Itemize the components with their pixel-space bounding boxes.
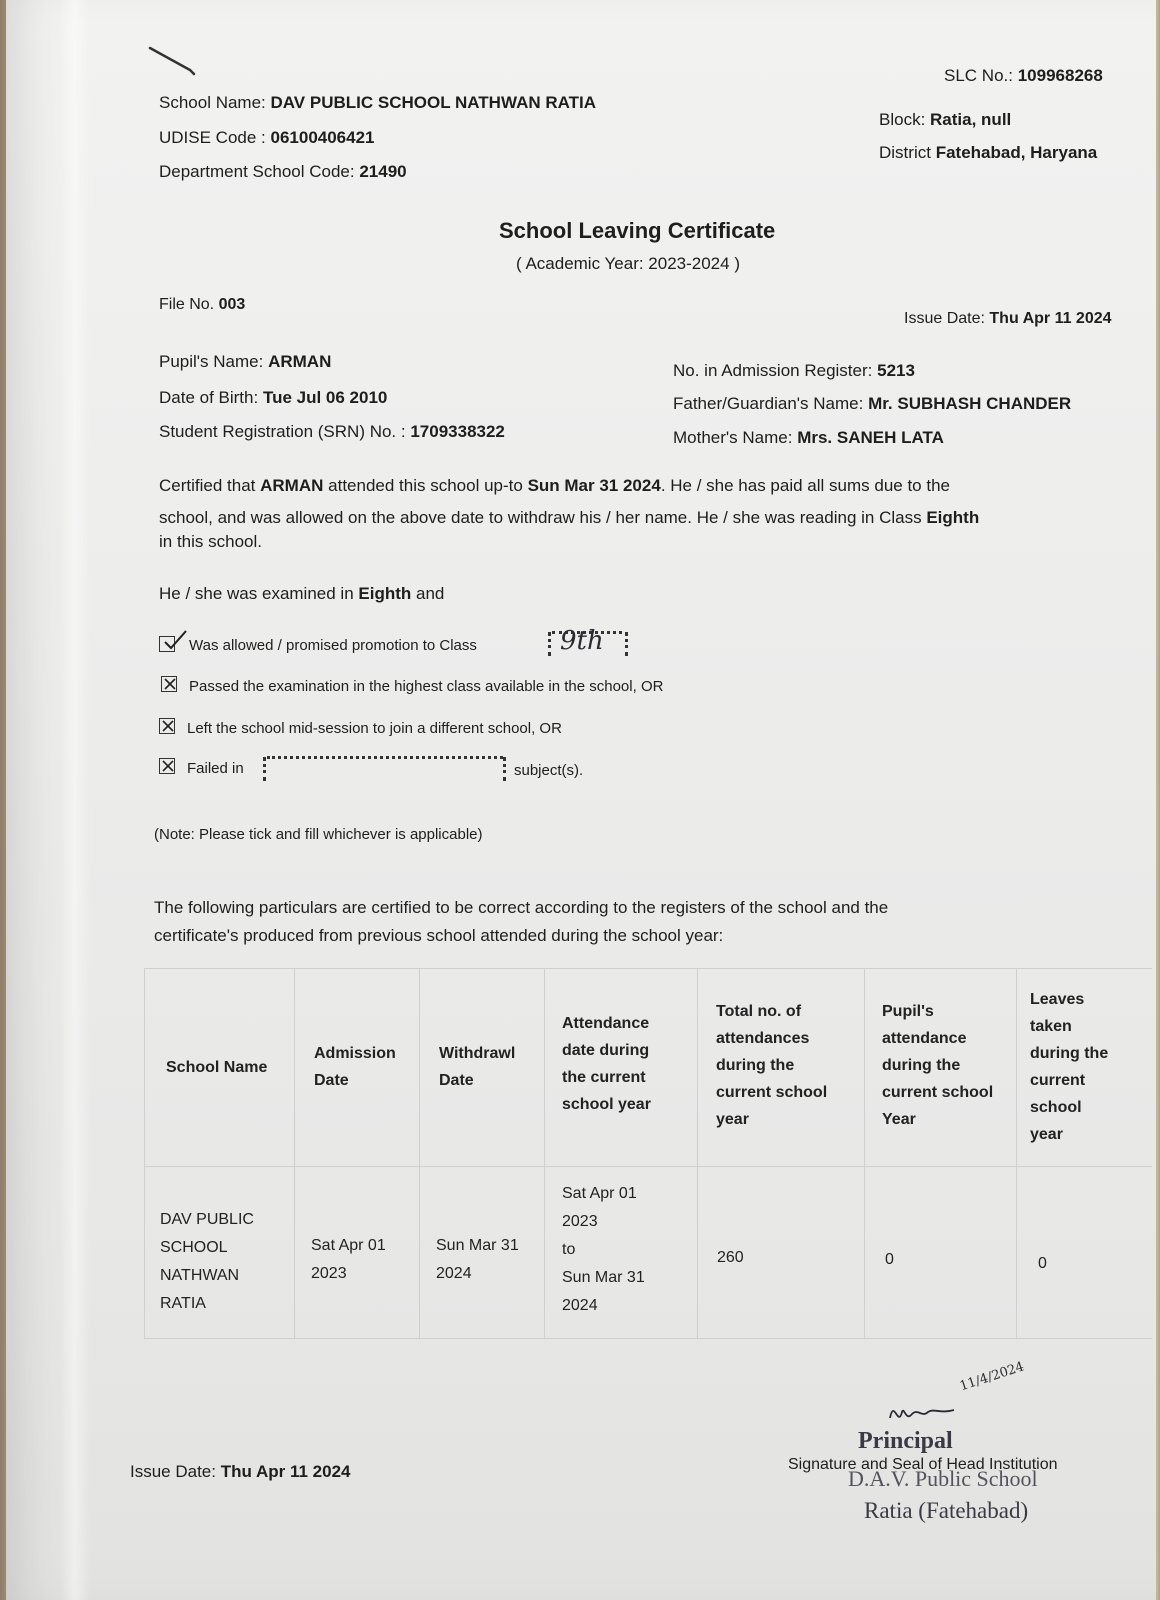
header-total-attendances: Total no. of attendances during the current school year [716, 1003, 828, 1128]
signature-scribble-icon [888, 1392, 958, 1432]
failed-subjects-field[interactable] [267, 756, 503, 759]
certificate-paper [6, 0, 1156, 1600]
failed-field-right [503, 757, 506, 781]
failed-label: Failed in [187, 760, 244, 777]
issue-date-top: Issue Date: Thu Apr 11 2024 [904, 310, 1112, 327]
left-label: Left the school mid-session to join a different school, OR [187, 720, 562, 737]
file-number: File No. 003 [159, 296, 246, 313]
handwritten-date: 11/4/2024 [958, 1359, 1027, 1395]
certificate-line-1: Certified that ARMAN attended this school up-to Sun Mar 31 2024. He / she has paid all sums due to the [159, 476, 950, 495]
promotion-label: Was allowed / promised promotion to Class [189, 637, 477, 654]
page-title: School Leaving Certificate [499, 218, 776, 243]
srn-number: Student Registration (SRN) No. : 1709338322 [159, 422, 505, 441]
cross-mark-icon [161, 719, 175, 733]
promotion-class-handwritten[interactable]: 9th [560, 626, 604, 656]
row-attendance-date: Sat Apr 01 2023 to Sun Mar 31 2024 [562, 1185, 645, 1314]
school-name: School Name: DAV PUBLIC SCHOOL NATHWAN RATIA [159, 93, 597, 112]
failed-field-left [263, 757, 266, 781]
row-admission-date: Sat Apr 01 2023 [311, 1237, 386, 1282]
stamp-school: D.A.V. Public School [848, 1466, 1038, 1491]
row-total-attendances: 260 [717, 1249, 744, 1266]
particulars-line-1: The following particulars are certified to be correct according to the registers of the school and the [154, 898, 889, 917]
examined-line: He / she was examined in Eighth and [159, 584, 445, 603]
pen-mark-icon [146, 40, 206, 80]
issue-date-bottom: Issue Date: Thu Apr 11 2024 [130, 1462, 351, 1481]
cross-mark-icon [161, 759, 175, 773]
admission-register-number: No. in Admission Register: 5213 [673, 361, 915, 380]
header-leaves-taken: Leaves taken during the current school year [1030, 991, 1109, 1143]
header-attendance-date: Attendance date during the current school year [562, 1015, 651, 1113]
note: (Note: Please tick and fill whichever is applicable) [154, 826, 483, 843]
header-admission-date: Admission Date [314, 1045, 396, 1089]
certificate-line-3: in this school. [159, 532, 262, 551]
row-withdrawl-date: Sun Mar 31 2024 [436, 1237, 519, 1282]
udise-code: UDISE Code : 06100406421 [159, 128, 375, 147]
block: Block: Ratia, null [879, 110, 1012, 129]
check-mark-icon [162, 628, 188, 652]
district: District Fatehabad, Haryana [879, 143, 1098, 162]
header-school-name: School Name [166, 1059, 268, 1076]
row-leaves-taken: 0 [1038, 1255, 1047, 1272]
header-pupil-attendance: Pupil's attendance during the current school Year [882, 1003, 994, 1128]
stamp-principal: Principal [858, 1428, 953, 1454]
slc-number: SLC No.: 109968268 [944, 66, 1103, 85]
department-school-code: Department School Code: 21490 [159, 162, 407, 181]
stamp-place: Ratia (Fatehabad) [864, 1498, 1029, 1523]
row-pupil-attendance: 0 [885, 1251, 894, 1268]
row-school-name: DAV PUBLIC SCHOOL NATHWAN RATIA [160, 1211, 254, 1312]
header-withdrawl-date: Withdrawl Date [439, 1045, 516, 1089]
pupil-name: Pupil's Name: ARMAN [159, 352, 332, 371]
certificate-line-2: school, and was allowed on the above date to withdraw his / her name. He / she was reading in Class Eighth [159, 508, 980, 527]
particulars-table [144, 968, 1152, 1346]
academic-year: ( Academic Year: 2023-2024 ) [516, 254, 740, 273]
promotion-field-left [548, 632, 551, 656]
father-name: Father/Guardian's Name: Mr. SUBHASH CHANDER [673, 394, 1072, 413]
particulars-line-2: certificate's produced from previous school attended during the school year: [154, 926, 724, 945]
date-of-birth: Date of Birth: Tue Jul 06 2010 [159, 388, 388, 407]
mother-name: Mother's Name: Mrs. SANEH LATA [673, 428, 944, 447]
failed-suffix: subject(s). [514, 762, 584, 779]
passed-label: Passed the examination in the highest class available in the school, OR [189, 678, 664, 695]
cross-mark-icon [163, 677, 177, 691]
signature-label: Signature and Seal of Head Institution [788, 1456, 1058, 1473]
paper-fold [60, 0, 90, 1600]
promotion-field-right [625, 632, 628, 656]
